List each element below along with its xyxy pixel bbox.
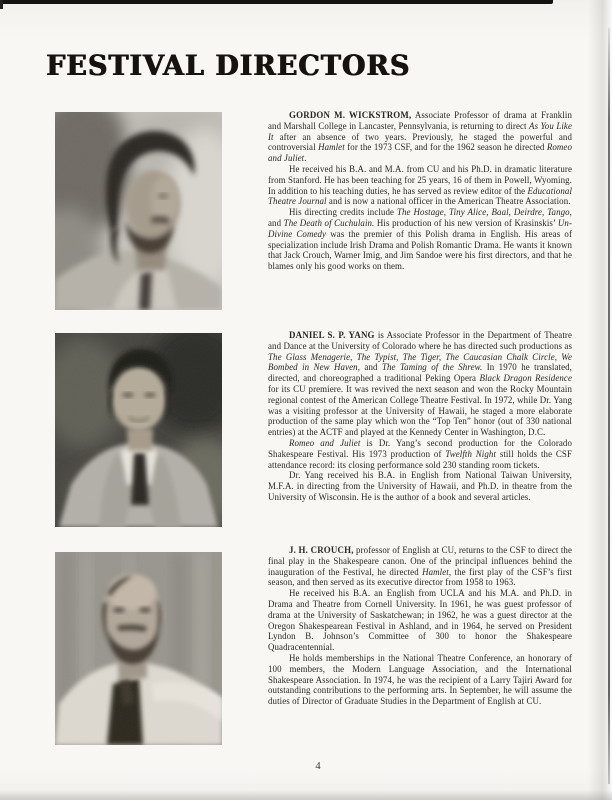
bio-text: Associate Professor of drama at Franklin and Marshall College in Lancaster, Pennsylvania, is returning to direct <box>268 110 573 131</box>
director-name-text: J. H. CROUCH, <box>289 545 354 555</box>
bio-paragraph <box>268 545 572 588</box>
bio-text: and <box>268 217 284 228</box>
bio-text: He received his B.A. an English from UCLA and his M.A. and Ph.D. in Drama and Theatre from Cornell University. In 1961, he was guest professor of drama at the University of Saskatchewan; in 1962, he was a guest director at the Oregon Shakespearean Festival in Ashland, and in 1964, he served on President Lyndon B. Johnson’s Committee of 300 to honor the Shakespeare Quadracentennial. <box>268 588 572 653</box>
play-title-text: The Glass Menagerie, The Typist, The Tiger, The Caucasian Chalk Circle, We Bombed in New Haven, <box>268 351 572 373</box>
bio-paragraph <box>268 653 572 707</box>
scan-edge-bottom <box>0 790 612 800</box>
bio-paragraph <box>268 207 572 272</box>
bio-text: In 1970 he translated, directed, and choreographed a traditional Peking Opera <box>268 362 572 384</box>
bio-text: is Associate Professor in the Department of Theatre and Dance at the University of Colorado where he has directed such productions as <box>268 330 572 351</box>
bio-paragraph <box>268 438 572 470</box>
page-number: 4 <box>315 761 321 772</box>
bio-text: was the premier of this Polish drama in English. His areas of specialization include Irish Drama and Polish Romantic Drama. He wants it known that Jack Crouch, Warner Imig, and Jim Sandoe were his first directors, and that he blames only his good works on them. <box>268 228 573 272</box>
play-title-text: Twelfth Night <box>445 448 497 459</box>
bio-text: Dr. Yang received his B.A. in English from National Taiwan University, M.F.A. in directing from the University of Hawaii, and Ph.D. in theatre from the University of Wisconsin. He is the author of a book and several articles. <box>268 470 572 502</box>
director-section-wickstrom <box>0 110 612 325</box>
director-bio-wickstrom <box>268 110 572 272</box>
bio-paragraph <box>268 330 572 438</box>
portrait-image-wickstrom <box>55 112 222 310</box>
bio-text: He holds memberships in the National Theatre Conference, an honorary of 100 members, the Modern Language Association, and the International Shakespeare Association. In 1974, he was the recipient of a Larry Tajiri Award for outstanding contributions to the performing arts. In September, he will assume the duties of Director of Graduate Studies in the Department of English at CU. <box>268 652 572 707</box>
director-name-text: GORDON M. WICKSTROM, <box>289 110 412 120</box>
bio-text: His production of his new version of Krasinskis’ <box>374 217 558 228</box>
bio-text: for the 1973 CSF, and for the 1962 season he directed <box>344 142 547 153</box>
bio-text: after an absence of two years. Previously, he staged the powerful and controversial <box>268 131 572 153</box>
play-title-text: The Death of Cuchulain. <box>283 217 375 228</box>
play-title-text: The Hostage, Tiny Alice, Baal, Deirdre, Tango, <box>396 207 572 218</box>
director-section-crouch <box>0 545 612 755</box>
scan-corner-mark <box>0 0 3 9</box>
play-title-text: The Taming of the Shrew. <box>381 362 483 373</box>
bio-text: and is now a national officer in the American Theatre Association. <box>326 196 571 207</box>
play-title-text: As You Like It <box>268 120 572 142</box>
bio-text: still holds the CSF attendance record: its closing performance sold 230 standing room tickets. <box>268 448 572 470</box>
play-title-text: Hamlet <box>318 142 345 153</box>
bio-text: His directing credits include <box>289 207 397 218</box>
bio-paragraph <box>268 470 572 502</box>
play-title-text: Romeo and Juliet <box>289 437 361 448</box>
play-title-text: Hamlet, <box>422 566 452 577</box>
bio-text: the first play of the CSF’s first season, and then served as its executive director from 1958 to 1963. <box>268 566 572 588</box>
director-name-text: DANIEL S. P. YANG <box>289 330 375 340</box>
bio-text: . <box>304 153 307 164</box>
bio-text: and <box>360 362 382 373</box>
bio-paragraph <box>268 164 572 207</box>
bio-text: for its CU premiere. It was revived the next season and won the Rocky Mountain regional contest of the American College Theatre Festival. In 1972, while Dr. Yang was a visiting professor at the University of Hawaii, he staged a more elaborate production of the same play which won the “Top Ten” honor (out of 330 national entries) at the ACTF and played at the Kennedy Center in Washington, D.C. <box>268 383 572 438</box>
play-title-text: Un-Divine Comedy <box>268 217 573 239</box>
portrait-image-crouch <box>55 552 222 745</box>
portrait-photo-yang <box>55 333 222 527</box>
bio-text: professor of English at CU, returns to the CSF to direct the final play in the Shakespeare canon. One of the principal influences behind the inauguration of the Festival, he directed <box>268 545 572 577</box>
director-section-yang <box>0 330 612 540</box>
play-title-text: Black Dragon Residence <box>479 373 572 384</box>
portrait-image-yang <box>55 333 222 527</box>
scan-edge-top <box>2 0 553 4</box>
page-title: FESTIVAL DIRECTORS <box>46 50 411 83</box>
bio-paragraph <box>268 588 572 653</box>
bio-paragraph <box>268 110 572 164</box>
bio-text: is Dr. Yang’s second production for the Colorado Shakespeare Festival. His 1973 production of <box>268 437 572 459</box>
bio-text: He received his B.A. and M.A. from CU and his Ph.D. in dramatic literature from Stanford. He has been teaching for 25 years, 16 of them in Powell, Wyoming. In addition to his teaching duties, he has served as review editor of the <box>268 163 572 196</box>
play-title-text: Romeo and Juliet <box>268 142 572 164</box>
portrait-photo-wickstrom <box>55 112 222 310</box>
portrait-photo-crouch <box>55 552 222 745</box>
play-title-text: Educational Theatre Journal <box>268 185 573 207</box>
director-bio-crouch <box>268 545 572 707</box>
director-bio-yang <box>268 330 572 503</box>
